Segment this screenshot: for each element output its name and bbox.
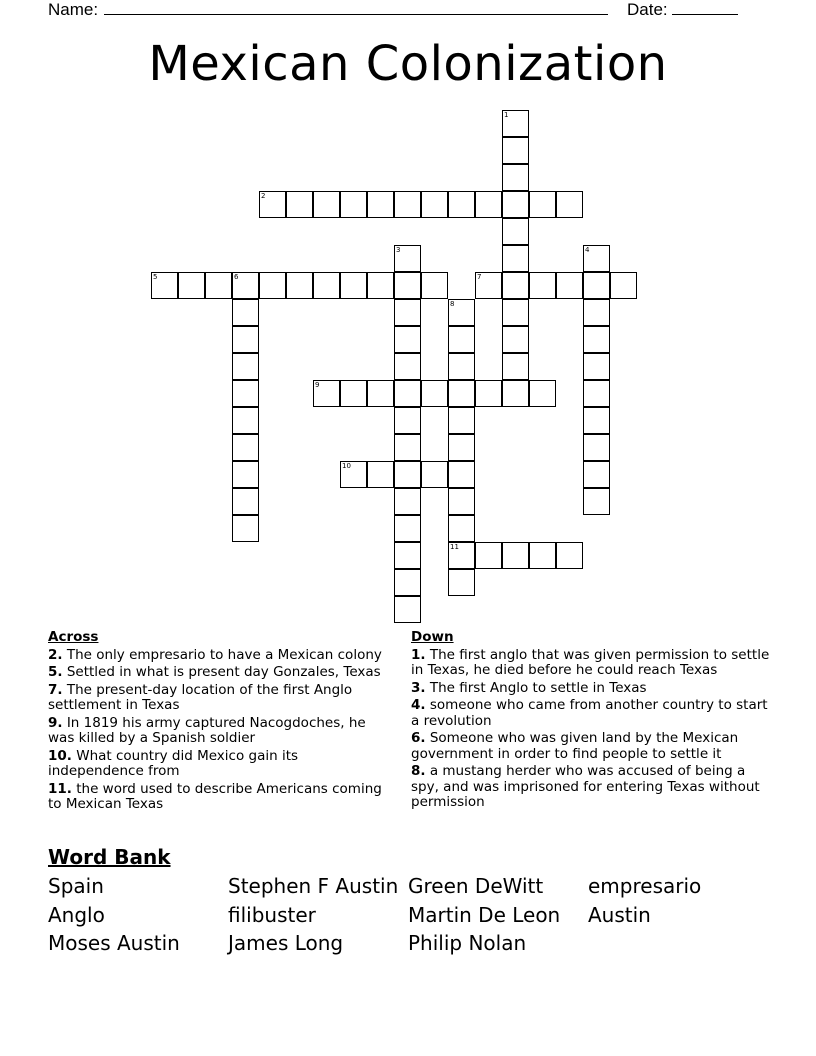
crossword-cell[interactable] (394, 434, 421, 461)
crossword-cell[interactable] (583, 461, 610, 488)
crossword-cell[interactable] (232, 434, 259, 461)
crossword-cell[interactable] (502, 326, 529, 353)
clue-down: 4. someone who came from another country to start a revolution (411, 697, 768, 729)
crossword-cell[interactable] (367, 461, 394, 488)
date-label: Date: (627, 0, 668, 19)
clue-down: 3. The first Anglo to settle in Texas (411, 679, 647, 696)
crossword-cell[interactable] (502, 299, 529, 326)
crossword-cell[interactable] (502, 380, 529, 407)
crossword-cell[interactable] (448, 353, 475, 380)
crossword-cell[interactable] (448, 461, 475, 488)
crossword-cell[interactable] (232, 326, 259, 353)
crossword-cell[interactable] (583, 380, 610, 407)
crossword-cell[interactable] (394, 596, 421, 623)
crossword-cell[interactable] (394, 326, 421, 353)
crossword-cell[interactable] (421, 380, 448, 407)
crossword-cell[interactable] (421, 191, 448, 218)
crossword-cell[interactable] (394, 542, 421, 569)
crossword-cell[interactable] (448, 569, 475, 596)
crossword-cell[interactable] (610, 272, 637, 299)
crossword-cell[interactable] (475, 542, 502, 569)
clue-number: 9 (315, 381, 320, 389)
clue-number: 8 (450, 300, 455, 308)
clue-number: 10 (342, 462, 351, 470)
crossword-cell[interactable] (502, 245, 529, 272)
word-bank-item: Anglo (48, 903, 105, 927)
crossword-cell[interactable] (367, 380, 394, 407)
crossword-cell[interactable] (394, 461, 421, 488)
crossword-cell[interactable] (583, 272, 610, 299)
clue-across: 10. What country did Mexico gain its independence from (48, 747, 299, 779)
clue-number: 5 (153, 273, 158, 281)
crossword-cell[interactable] (394, 272, 421, 299)
clue-across: 9. In 1819 his army captured Nacogdoches, he was killed by a Spanish soldier (48, 714, 366, 746)
across-heading: Across (48, 629, 99, 645)
clue-across: 5. Settled in what is present day Gonzales, Texas (48, 664, 381, 680)
crossword-cell[interactable] (286, 191, 313, 218)
down-clues (411, 630, 771, 811)
clue-number: 6 (234, 273, 239, 281)
word-bank-item: James Long (228, 931, 344, 955)
crossword-cell[interactable] (502, 542, 529, 569)
crossword-cell[interactable] (529, 272, 556, 299)
across-clues (48, 630, 393, 813)
crossword-cell[interactable] (313, 191, 340, 218)
word-bank-item: Green DeWitt (408, 874, 544, 898)
crossword-cell[interactable] (448, 380, 475, 407)
word-bank-item: Stephen F Austin (228, 874, 399, 898)
word-bank-item: empresario (588, 874, 702, 898)
crossword-cell[interactable] (529, 191, 556, 218)
word-bank-title: Word Bank (48, 845, 171, 869)
down-heading: Down (411, 629, 454, 645)
crossword-cell[interactable] (178, 272, 205, 299)
crossword-cell[interactable] (529, 542, 556, 569)
crossword-cell[interactable] (448, 542, 475, 569)
clue-across: 7. The present-day location of the first Anglo settlement in Texas (48, 681, 353, 713)
crossword-cell[interactable] (583, 353, 610, 380)
crossword-cell[interactable] (313, 272, 340, 299)
crossword-cell[interactable] (394, 515, 421, 542)
crossword-cell[interactable] (475, 191, 502, 218)
clue-number: 11 (450, 543, 459, 551)
crossword-cell[interactable] (583, 488, 610, 515)
crossword-cell[interactable] (529, 380, 556, 407)
crossword-cell[interactable] (205, 272, 232, 299)
clue-down: 1. The first anglo that was given permission to settle in Texas, he died before he could reach Texas (411, 646, 770, 678)
crossword-cell[interactable] (502, 272, 529, 299)
crossword-cell[interactable] (151, 272, 178, 299)
crossword-cell[interactable] (556, 542, 583, 569)
crossword-cell[interactable] (394, 299, 421, 326)
crossword-cell[interactable] (232, 461, 259, 488)
crossword-cell[interactable] (583, 434, 610, 461)
crossword-cell[interactable] (448, 191, 475, 218)
crossword-cell[interactable] (448, 515, 475, 542)
crossword-cell[interactable] (448, 407, 475, 434)
crossword-cell[interactable] (286, 272, 313, 299)
crossword-cell[interactable] (340, 191, 367, 218)
crossword-cell[interactable] (232, 299, 259, 326)
crossword-cell[interactable] (340, 380, 367, 407)
crossword-cell[interactable] (259, 272, 286, 299)
crossword-cell[interactable] (502, 137, 529, 164)
crossword-cell[interactable] (583, 407, 610, 434)
crossword-cell[interactable] (394, 245, 421, 272)
word-bank-item: Austin (588, 903, 651, 927)
word-bank-item: Spain (48, 874, 104, 898)
crossword-cell[interactable] (232, 380, 259, 407)
clue-down: 8. a mustang herder who was accused of being a spy, and was imprisoned for entering Texas without permission (411, 763, 760, 810)
clue-number: 1 (504, 111, 509, 119)
crossword-cell[interactable] (367, 272, 394, 299)
crossword-cell[interactable] (583, 326, 610, 353)
crossword-cell[interactable] (502, 191, 529, 218)
crossword-cell[interactable] (556, 272, 583, 299)
name-label: Name: (48, 0, 99, 19)
crossword-cell[interactable] (232, 515, 259, 542)
crossword-cell[interactable] (556, 191, 583, 218)
crossword-cell[interactable] (232, 488, 259, 515)
crossword-cell[interactable] (367, 191, 394, 218)
crossword-cell[interactable] (313, 380, 340, 407)
crossword-cell[interactable] (259, 191, 286, 218)
crossword-cell[interactable] (502, 353, 529, 380)
crossword-cell[interactable] (394, 380, 421, 407)
crossword-cell[interactable] (448, 299, 475, 326)
crossword-cell[interactable] (394, 353, 421, 380)
word-bank-item: Moses Austin (48, 931, 180, 955)
crossword-cell[interactable] (421, 272, 448, 299)
word-bank-item: Martin De Leon (408, 903, 561, 927)
crossword-cell[interactable] (448, 434, 475, 461)
crossword-cell[interactable] (232, 407, 259, 434)
crossword-cell[interactable] (232, 353, 259, 380)
clue-number: 3 (396, 246, 401, 254)
clue-down: 6. Someone who was given land by the Mexican government in order to find people to settle it (411, 730, 739, 762)
word-bank-item: Philip Nolan (408, 931, 527, 955)
clue-number: 2 (261, 192, 266, 200)
crossword-cell[interactable] (394, 191, 421, 218)
page-title: Mexican Colonization (148, 36, 668, 92)
crossword-cell[interactable] (340, 461, 367, 488)
crossword-cell[interactable] (502, 218, 529, 245)
crossword-cell[interactable] (340, 272, 367, 299)
word-bank-item: filibuster (228, 903, 316, 927)
clue-across: 2. The only empresario to have a Mexican colony (48, 646, 382, 663)
clue-number: 7 (477, 273, 482, 281)
crossword-cell[interactable] (448, 488, 475, 515)
crossword-cell[interactable] (583, 245, 610, 272)
crossword-cell[interactable] (394, 407, 421, 434)
crossword-cell[interactable] (502, 164, 529, 191)
crossword-cell[interactable] (583, 299, 610, 326)
crossword-cell[interactable] (475, 272, 502, 299)
crossword-cell[interactable] (448, 326, 475, 353)
crossword-cell[interactable] (502, 110, 529, 137)
crossword-cell[interactable] (475, 380, 502, 407)
crossword-cell[interactable] (421, 461, 448, 488)
clue-number: 4 (585, 246, 590, 254)
crossword-cell[interactable] (394, 488, 421, 515)
clue-across: 11. the word used to describe Americans coming to Mexican Texas (48, 780, 382, 812)
crossword-cell[interactable] (394, 569, 421, 596)
crossword-cell[interactable] (232, 272, 259, 299)
